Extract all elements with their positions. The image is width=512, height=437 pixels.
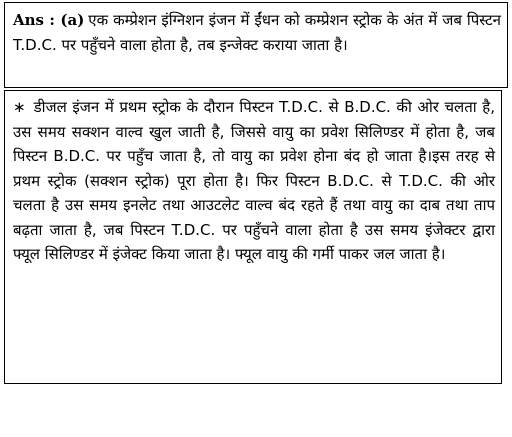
explanation-text: डीजल इंजन में प्रथम स्ट्रोक के दौरान पिस्टन T.D.C. से B.D.C. की ओर चलता है, उस समय सक्शन वाल्व खुल जाती है, जिससे वायु का प्रवेश सिलिण्डर में होता है, जब पिस्टन B.D.C. पर पहुँच जाता है, तो वायु का प्रवेश होना बंद हो जाता है।इस तरह से प्रथम स्ट्रोक (सक्शन स्ट्रोक) पूरा होता है। फिर पिस्टन B.D.C. से T.D.C. की ओर चलता है उस समय इनलेट तथा आउटलेट वाल्व बंद रहते हैं तथा वायु का दाब तथा ताप बढ़ता जाता है, जब पिस्टन T.D.C. पर पहुँचने वाला होता है उस समय इंजेक्टर द्वारा फ्यूल सिलिण्डर में इंजेक्ट किया जाता है। फ्यूल वायु की गर्मी पाकर जल जाता है।	[13, 98, 495, 263]
answer-text: एक कम्प्रेशन इंग्निशन इंजन में ईंधन को कम्प्रेशन स्ट्रोक के अंत में जब पिस्टन T.D.C. पर पहुँचने वाला होता है, तब इन्जेक्ट कराया जाता है।	[13, 11, 502, 54]
answer-label: Ans : (a)	[13, 11, 85, 29]
answer-box	[4, 2, 508, 88]
explanation-box	[4, 90, 502, 384]
bullet-icon: ∗	[13, 98, 26, 116]
